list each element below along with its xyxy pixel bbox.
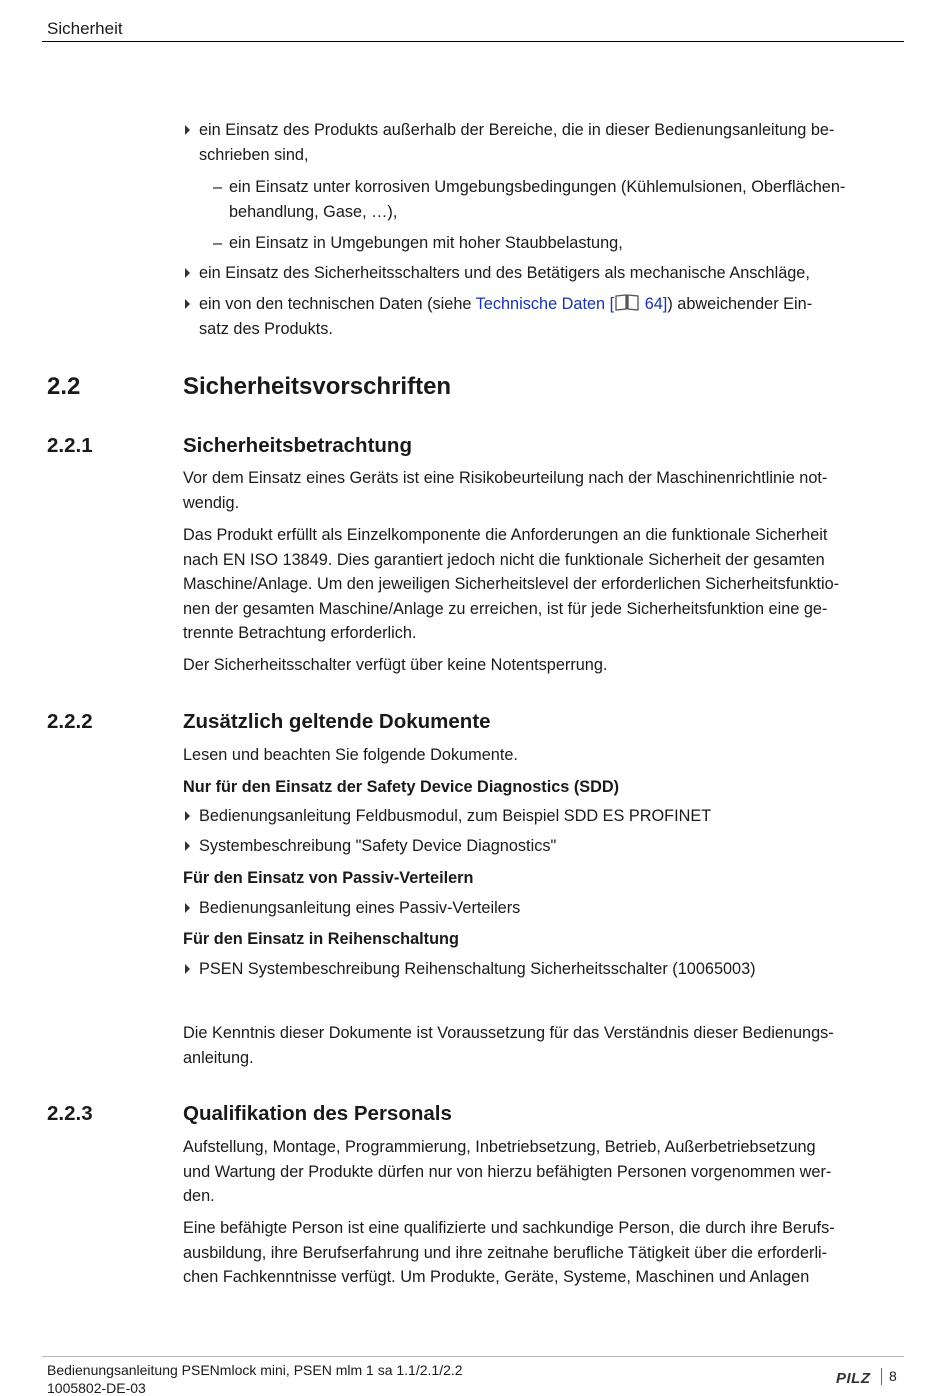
- list-item: [183, 896, 901, 921]
- paragraph-line: wendig.: [183, 493, 240, 512]
- paragraph-line: chen Fachkenntnisse verfügt. Um Produkte, Geräte, Systeme, Maschinen und Anlagen: [183, 1268, 810, 1286]
- list-item: [183, 118, 901, 167]
- list-subitem: [213, 175, 903, 224]
- paragraph: [183, 1021, 901, 1070]
- list-item: [183, 261, 901, 286]
- subsection-title: Sicherheitsbetrachtung: [183, 434, 412, 457]
- paragraph: [183, 466, 901, 515]
- paragraph-line: Eine befähigte Person ist eine qualifizierte und sachkundige Person, die durch ihre Berufs-: [183, 1219, 835, 1237]
- paragraph-line: ausbildung, ihre Berufserfahrung und ihre zeitnahe berufliche Tätigkeit über die erforderli-: [183, 1243, 828, 1262]
- paragraph: [183, 1135, 901, 1209]
- paragraph: [183, 523, 901, 646]
- list-item-line: ein Einsatz des Sicherheitsschalters und des Betätigers als mechanische Anschläge,: [199, 264, 810, 282]
- paragraph-line: Vor dem Einsatz eines Geräts ist eine Risikobeurteilung nach der Maschinenrichtlinie not-: [183, 469, 828, 487]
- dash-marker: –: [213, 234, 223, 252]
- paragraph-line: den.: [183, 1187, 215, 1205]
- paragraph-line: anleitung.: [183, 1048, 254, 1067]
- group-heading: Nur für den Einsatz der Safety Device Diagnostics (SDD): [183, 778, 620, 796]
- footer-doc-number: 1005802-DE-03: [47, 1380, 146, 1396]
- paragraph-line: Maschine/Anlage. Um den jeweiligen Sicherheitslevel der erforderlichen Sicherheitsfunktio-: [183, 575, 840, 593]
- subsection-number: 2.2.2: [47, 710, 93, 733]
- subsection-number: 2.2.3: [47, 1102, 93, 1125]
- subsection-title: Qualifikation des Personals: [183, 1102, 452, 1125]
- list-item-text: ein von den technischen Daten (siehe: [199, 295, 476, 313]
- list-item-line: Bedienungsanleitung eines Passiv-Verteilers: [199, 899, 521, 917]
- list-item-line: ein Einsatz in Umgebungen mit hoher Staubbelastung,: [229, 234, 623, 252]
- list-item-line: [199, 292, 901, 317]
- header-title: Sicherheit: [47, 19, 123, 38]
- list-subitem: [213, 231, 903, 256]
- footer-separator: [881, 1368, 882, 1385]
- page-number: 8: [889, 1368, 897, 1384]
- list-item-line: Bedienungsanleitung Feldbusmodul, zum Beispiel SDD ES PROFINET: [199, 807, 712, 825]
- paragraph-line: Aufstellung, Montage, Programmierung, Inbetriebsetzung, Betrieb, Außerbetriebsetzung: [183, 1138, 816, 1156]
- link-page: 64]: [644, 295, 668, 313]
- list-item-line: satz des Produkts.: [199, 319, 333, 338]
- header-divider: [42, 41, 904, 42]
- list-item-line: ein Einsatz des Produkts außerhalb der Bereiche, die in dieser Bedienungsanleitung be-: [199, 121, 835, 139]
- list-item-text: ) abweichender Ein-: [667, 295, 813, 313]
- section-number: 2.2: [47, 373, 81, 400]
- group-heading: Für den Einsatz in Reihenschaltung: [183, 930, 459, 948]
- paragraph-line: und Wartung der Produkte dürfen nur von hierzu befähigten Personen vorgenommen wer-: [183, 1162, 832, 1181]
- list-item: [183, 834, 901, 859]
- paragraph-line: Das Produkt erfüllt als Einzelkomponente die Anforderungen an die funktionale Sicherheit: [183, 526, 828, 544]
- list-item-line: PSEN Systembeschreibung Reihenschaltung Sicherheitsschalter (10065003): [199, 960, 756, 978]
- paragraph: Lesen und beachten Sie folgende Dokumente.: [183, 746, 518, 764]
- technical-data-link[interactable]: [476, 295, 668, 313]
- list-item-line: schrieben sind,: [199, 145, 309, 164]
- paragraph-line: nen der gesamten Maschine/Anlage zu erreichen, ist für jede Sicherheitsfunktion eine ge-: [183, 599, 828, 618]
- group-heading: Für den Einsatz von Passiv-Verteilern: [183, 869, 474, 887]
- list-item: [183, 804, 901, 829]
- paragraph-line: trennte Betrachtung erforderlich.: [183, 624, 417, 642]
- paragraph-line: Die Kenntnis dieser Dokumente ist Voraussetzung für das Verständnis dieser Bedienungs-: [183, 1024, 834, 1042]
- book-icon: [614, 293, 640, 311]
- dash-marker: –: [213, 178, 223, 196]
- list-item-line: Systembeschreibung "Safety Device Diagnostics": [199, 837, 557, 855]
- list-item-line: behandlung, Gase, …),: [229, 202, 398, 221]
- footer-divider: [42, 1356, 904, 1357]
- pilz-logo: PILZ: [836, 1370, 871, 1387]
- section-title: Sicherheitsvorschriften: [183, 373, 452, 400]
- paragraph: Der Sicherheitsschalter verfügt über keine Notentsperrung.: [183, 656, 608, 674]
- paragraph: [183, 1216, 901, 1290]
- list-item: [183, 292, 901, 341]
- list-item: [183, 957, 901, 982]
- subsection-title: Zusätzlich geltende Dokumente: [183, 710, 491, 733]
- list-item-line: ein Einsatz unter korrosiven Umgebungsbedingungen (Kühlemulsionen, Oberflächen-: [229, 178, 846, 196]
- footer-doc-title: Bedienungsanleitung PSENmlock mini, PSEN mlm 1 sa 1.1/2.1/2.2: [47, 1362, 463, 1378]
- paragraph-line: nach EN ISO 13849. Dies garantiert jedoch nicht die funktionale Sicherheit der gesamten: [183, 550, 825, 569]
- subsection-number: 2.2.1: [47, 434, 93, 457]
- link-text: Technische Daten [: [475, 295, 615, 313]
